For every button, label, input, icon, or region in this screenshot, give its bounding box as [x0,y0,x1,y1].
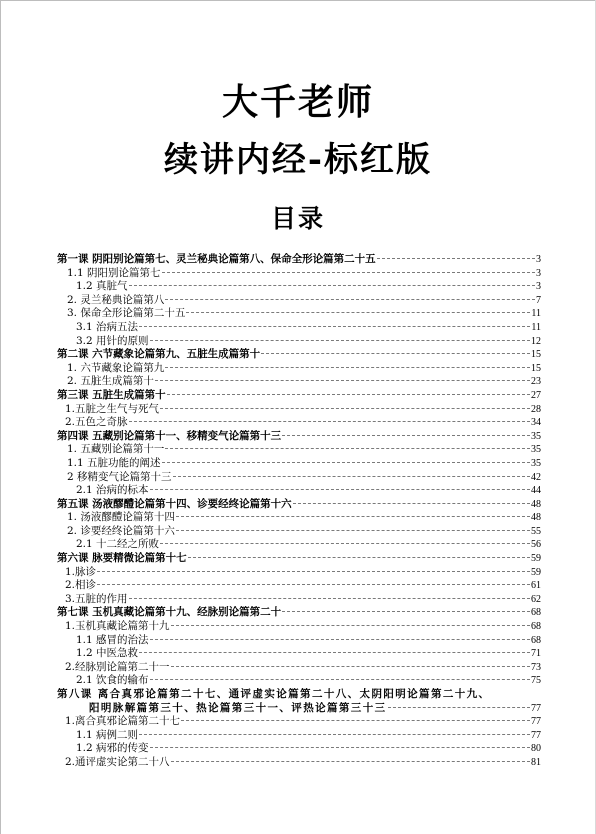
toc-page-number: 11 [531,321,541,333]
toc-lesson-entry[interactable] [57,389,541,403]
toc-entry-title: 3.1 治病五法 [76,320,139,333]
toc-entry-title: 1. 六节藏象论篇第九 [67,361,165,374]
toc-page-number: 68 [531,621,541,633]
toc-entry-title: 3.2 用针的原则 [76,334,149,347]
toc-section-entry[interactable] [57,579,541,593]
toc-leader-dots [176,516,530,517]
toc-page-number: 15 [531,362,541,374]
toc-section-entry[interactable] [57,538,541,552]
toc-leader-dots [171,666,530,667]
toc-page-number: 73 [531,661,541,673]
toc-leader-dots [150,639,530,640]
toc-page-number: 68 [531,607,541,619]
toc-entry-title: 2.经脉别论篇第二十一 [65,660,170,673]
toc-page-number: 59 [531,566,541,578]
toc-entry-title: 1.玉机真藏论篇第十九 [65,620,170,633]
toc-lesson-entry[interactable] [57,348,541,362]
toc-entry-title: 1.2 病邪的传变 [76,742,149,755]
toc-leader-dots [186,312,530,313]
toc-lesson-entry[interactable] [57,430,541,444]
toc-leader-dots [165,367,530,368]
toc-page-number: 11 [531,308,541,320]
toc-leader-dots [181,720,530,721]
document-subtitle: 续讲内经-标红版 [163,140,433,180]
toc-entry-title: 3. 保命全形论篇第二十五 [67,307,186,320]
toc-section-entry[interactable] [57,756,541,770]
toc-leader-dots [150,340,530,341]
toc-entry-title: 2. 五脏生成篇第十 [67,375,154,388]
toc-page-number: 77 [531,729,541,741]
toc-leader-dots [167,394,530,395]
toc-entry-title: 第八课 离合真邪论篇第二十七、通评虚实论篇第二十八、太阴阳明论篇第二十九、 [57,688,491,700]
toc-leader-dots [188,557,530,558]
toc-page-number: 71 [531,648,541,660]
toc-lesson-entry[interactable] [57,552,541,566]
toc-page-number: 34 [531,417,541,429]
toc-leader-dots [261,353,530,354]
page-border-left [0,0,1,834]
toc-page-number: 28 [531,403,541,415]
toc-leader-dots [150,747,530,748]
toc-leader-dots [139,652,530,653]
toc-page-number: 80 [531,743,541,755]
toc-leader-dots [139,734,530,735]
toc-leader-dots [160,408,530,409]
toc-entry-title: 1.1 感冒的治法 [76,633,149,646]
toc-section-entry[interactable] [57,403,541,417]
toc-page-number: 75 [531,675,541,687]
toc-section-entry[interactable] [57,307,541,321]
toc-entry-title: 1.脉诊 [65,565,97,578]
toc-section-entry[interactable] [57,742,541,756]
toc-leader-dots [150,489,530,490]
toc-section-entry[interactable] [57,634,541,648]
toc-section-entry[interactable] [57,267,541,281]
toc-section-entry[interactable] [57,729,541,743]
toc-entry-title: 阳明脉解篇第三十、热论篇第三十一、评热论篇第三十三 [89,701,387,714]
toc-leader-dots [160,543,530,544]
toc-lesson-entry[interactable] [57,702,541,716]
toc-page-number: 35 [531,444,541,456]
toc-page-number: 77 [531,716,541,728]
toc-section-entry[interactable] [57,593,541,607]
toc-section-entry[interactable] [57,280,541,294]
toc-section-entry[interactable] [57,294,541,308]
toc-entry-title: 1.五脏之生气与死气 [65,402,160,415]
toc-section-entry[interactable] [57,620,541,634]
toc-entry-title: 第二课 六节藏象论篇第九、五脏生成篇第十 [57,348,261,361]
toc-section-entry[interactable] [57,321,541,335]
toc-page-number: 56 [531,539,541,551]
document-title: 大千老师 [221,81,374,123]
toc-entry-title: 2.1 饮食的输布 [76,674,149,687]
toc-leader-dots [129,598,530,599]
toc-page-number: 23 [531,376,541,388]
toc-entry-title: 1.2 真脏气 [76,280,128,293]
toc-page-number: 59 [531,553,541,565]
toc-entry-title: 1.离合真邪论篇第二十七 [65,715,181,728]
toc-page-number: 48 [531,512,541,524]
toc-leader-dots [155,380,530,381]
toc-section-entry[interactable] [57,511,541,525]
page-border-top [0,0,596,1]
toc-entry-title: 1. 汤液醪醴论篇第十四 [67,511,175,524]
toc-leader-dots [176,530,530,531]
toc-entry-title: 1.1 病例二则 [76,728,139,741]
toc-entry-title: 2.五色之奇脉 [65,416,128,429]
toc-section-entry[interactable] [57,362,541,376]
toc-leader-dots [282,611,530,612]
toc-lesson-entry[interactable] [57,253,541,267]
toc-entry-title: 2 移精变气论篇第十三 [67,470,172,483]
toc-lesson-entry[interactable] [57,606,541,620]
toc-lesson-entry[interactable] [57,688,541,702]
toc-page-number: 55 [531,525,541,537]
toc-leader-dots [97,584,530,585]
toc-section-entry[interactable] [57,471,541,485]
toc-entry-title: 1. 五藏别论篇第十一 [67,443,165,456]
toc-section-entry[interactable] [57,484,541,498]
toc-lesson-entry[interactable] [57,498,541,512]
toc-entry-title: 1.1 阴阳别论篇第七 [67,266,161,279]
toc-entry-title: 第五课 汤液醪醴论篇第十四、诊要经终论篇第十六 [57,497,292,510]
toc-page-number: 12 [531,335,541,347]
toc-entry-title: 第三课 五脏生成篇第十 [57,388,166,401]
toc-section-entry[interactable] [57,457,541,471]
toc-entry-title: 2.1 治病的标本 [76,484,149,497]
toc-section-entry[interactable] [57,375,541,389]
toc-page-number: 81 [531,756,541,768]
toc-page-number: 44 [531,485,541,497]
toc-leader-dots [129,285,535,286]
toc-page-number: 3 [536,254,541,265]
toc-leader-dots [162,272,535,273]
toc-entry-title: 2.相诊 [65,579,97,592]
toc-leader-dots [97,571,530,572]
toc-leader-dots [150,679,530,680]
toc-page-number: 7 [536,294,541,306]
toc-section-entry[interactable] [57,647,541,661]
toc-leader-dots [377,258,535,259]
toc-page-number: 35 [531,430,541,442]
toc-leader-dots [165,448,530,449]
toc-entry-title: 2.通评虚实论第二十八 [65,755,170,768]
toc-page-number: 3 [536,267,541,279]
toc-page-number: 77 [531,702,541,714]
toc-leader-dots [293,503,530,504]
toc-entry-title: 第六课 脉要精微论篇第十七 [57,552,187,565]
toc-entry-title: 2.1 十二经之所败 [76,538,160,551]
toc-section-entry[interactable] [57,335,541,349]
toc-section-entry[interactable] [57,566,541,580]
toc-leader-dots [282,435,530,436]
toc-leader-dots [139,326,530,327]
toc-entry-title: 2. 灵兰秘典论篇第八 [67,293,165,306]
toc-page-number: 35 [531,457,541,469]
toc-leader-dots [171,625,530,626]
toc-section-entry[interactable] [57,416,541,430]
toc-heading: 目录 [270,204,325,233]
toc-section-entry[interactable] [57,715,541,729]
toc-page-number: 62 [531,593,541,605]
toc-leader-dots [162,462,530,463]
toc-leader-dots [129,421,530,422]
toc-section-entry[interactable] [57,661,541,675]
table-of-contents [57,253,541,770]
toc-page-number: 42 [531,471,541,483]
toc-entry-title: 第一课 阴阳别论篇第七、灵兰秘典论篇第八、保命全形论篇第二十五 [57,253,376,265]
toc-leader-dots [165,299,535,300]
toc-entry-title: 第七课 玉机真藏论篇第十九、经脉别论篇第二十 [57,606,282,619]
toc-section-entry[interactable] [57,443,541,457]
toc-entry-title: 第四课 五藏别论篇第十一、移精变气论篇第十三 [57,429,282,442]
toc-section-entry[interactable] [57,525,541,539]
toc-section-entry[interactable] [57,674,541,688]
toc-entry-title: 3.五脏的作用 [65,592,128,605]
toc-page-number: 68 [531,634,541,646]
toc-page-number: 15 [531,349,541,361]
toc-entry-title: 2. 诊要经终论篇第十六 [67,524,175,537]
toc-entry-title: 1.2 中医急救 [76,647,139,660]
toc-page-number: 48 [531,498,541,510]
toc-page-number: 27 [531,389,541,401]
toc-page-number: 61 [531,580,541,592]
toc-entry-title: 1.1 五脏功能的阐述 [67,456,161,469]
toc-leader-dots [173,476,530,477]
toc-page-number: 3 [536,281,541,293]
toc-leader-dots [171,761,530,762]
toc-leader-dots [388,707,531,708]
